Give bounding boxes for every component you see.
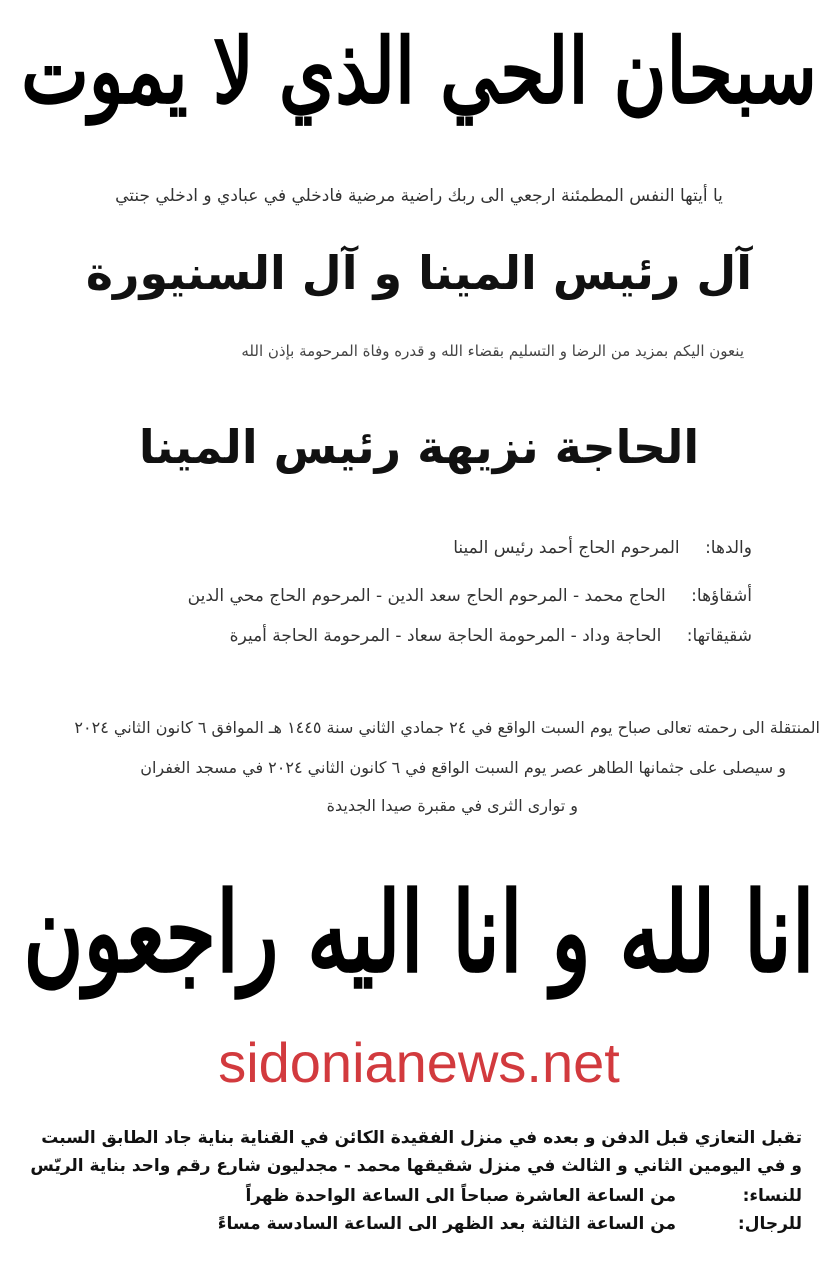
condolence-line-2: و في اليومين الثاني و الثالث في منزل شقيقها محمد - مجدليون شارع رقم واحد بناية الريّس <box>30 1156 802 1176</box>
women-label: للنساء: <box>742 1186 802 1206</box>
condolence-line-1: تقبل التعازي قبل الدفن و بعده في منزل الفقيدة الكائن في القناية بناية جاد الطابق السبت <box>41 1128 802 1148</box>
death-line-2: و سيصلى على جثمانها الطاهر عصر يوم السبت الواقع في ٦ كانون الثاني ٢٠٢٤ في مسجد الغفران <box>140 758 786 777</box>
relative-label: شقيقاتها: <box>686 626 752 646</box>
relative-sisters <box>230 626 752 646</box>
relative-names: الحاجة وداد - المرحومة الحاجة سعاد - المرحومة الحاجة أميرة <box>229 626 662 646</box>
men-time: من الساعة الثالثة بعد الظهر الى الساعة السادسة مساءً <box>217 1214 677 1234</box>
death-line-3: و توارى الثرى في مقبرة صيدا الجديدة <box>326 796 578 815</box>
relative-father <box>453 538 752 558</box>
deceased-name: الحاجة نزيهة رئيس المينا <box>138 420 700 474</box>
footer-calligraphy: انا لله و انا اليه راجعون <box>23 868 815 998</box>
quran-verse: يا أيتها النفس المطمئنة ارجعي الى ربك راضية مرضية فادخلي في عبادي و ادخلي جنتي <box>115 186 723 206</box>
mourning-line: ينعون اليكم بمزيد من الرضا و التسليم بقضاء الله و قدره وفاة المرحومة بإذن الله <box>241 342 744 360</box>
relative-label: أشقاؤها: <box>691 586 752 606</box>
death-line-1: المنتقلة الى رحمته تعالى صباح يوم السبت الواقع في ٢٤ جمادي الثاني سنة ١٤٤٥ هـ الموافق ٦ كانون الثاني ٢٠٢٤ <box>74 718 820 737</box>
header-calligraphy: سبحان الحي الذي لا يموت <box>21 17 817 124</box>
site-watermark: sidonianews.net <box>218 1031 620 1094</box>
condolence-women <box>245 1186 802 1206</box>
women-time: من الساعة العاشرة صباحاً الى الساعة الواحدة ظهراً <box>245 1186 677 1206</box>
relative-names: الحاج محمد - المرحوم الحاج سعد الدين - المرحوم الحاج محي الدين <box>187 586 666 606</box>
condolence-men <box>218 1214 802 1234</box>
families-title: آل رئيس المينا و آل السنيورة <box>85 246 753 300</box>
relative-label: والدها: <box>705 538 752 558</box>
men-label: للرجال: <box>737 1214 802 1234</box>
relative-names: المرحوم الحاج أحمد رئيس المينا <box>453 538 680 558</box>
relative-brothers <box>188 586 752 606</box>
